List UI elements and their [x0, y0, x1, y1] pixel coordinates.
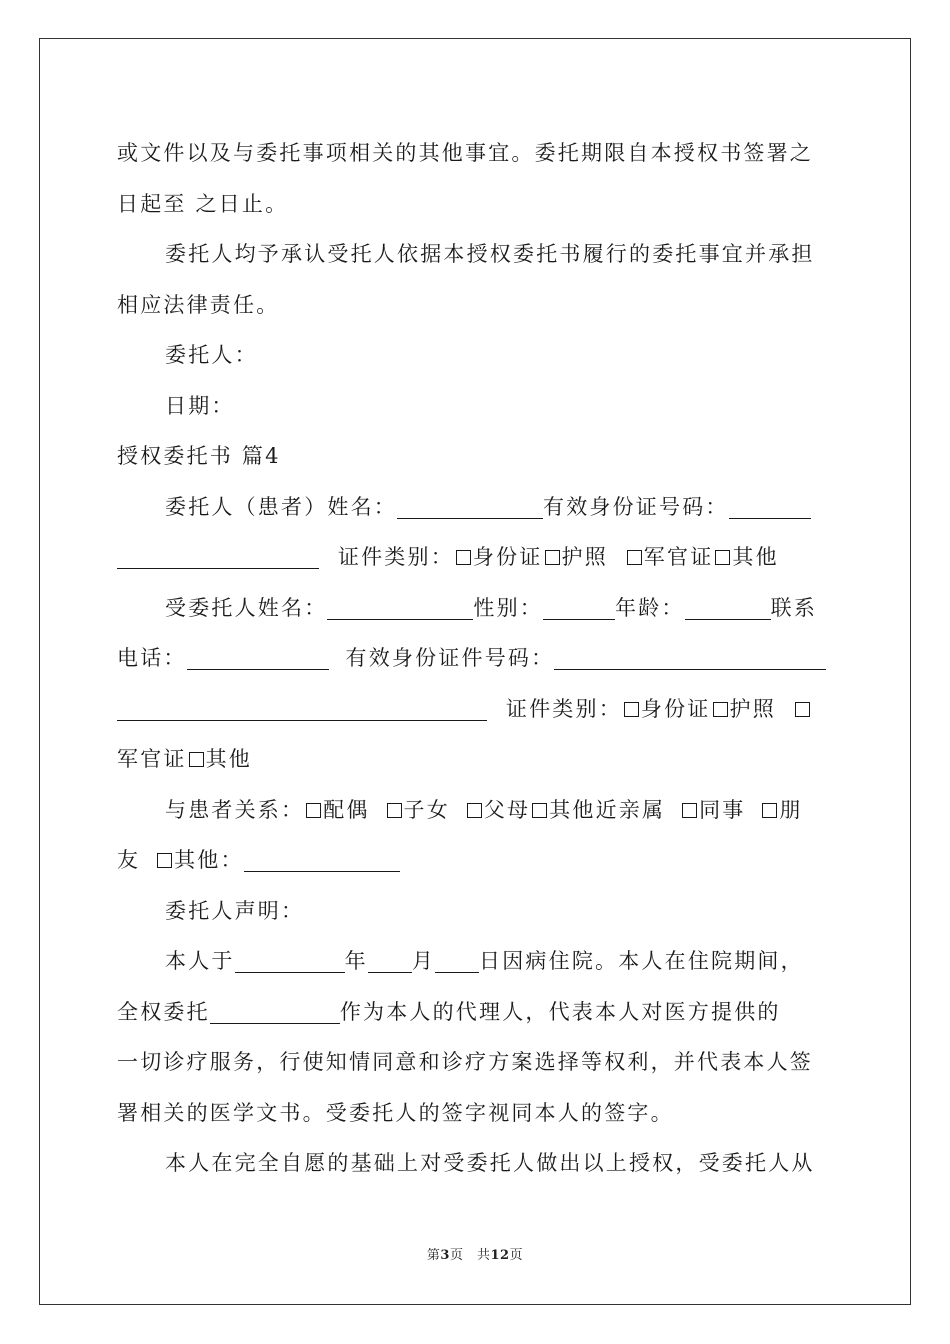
declaration-heading-text: 委托人声明： [165, 898, 305, 923]
agent-checkbox-military[interactable] [795, 702, 810, 717]
gender-blank[interactable] [543, 596, 615, 620]
total-pages-number: 12 [490, 1248, 510, 1263]
cert-type-line [117, 532, 833, 583]
section-title-text: 授权委托书 篇4 [117, 444, 281, 468]
decl-text: 本人于 [165, 949, 235, 973]
opt-id-card-label: 身份证 [472, 545, 543, 569]
declaration-line [117, 1037, 833, 1088]
age-label: 年龄： [615, 595, 685, 620]
agent-checkbox-id-card[interactable] [624, 702, 639, 717]
paragraph-line [117, 179, 833, 230]
agent-cert-type-line [117, 684, 833, 735]
checkbox-other[interactable] [715, 550, 730, 565]
paragraph-line [117, 280, 833, 331]
checkbox-child[interactable] [387, 803, 402, 818]
current-page-number: 3 [440, 1248, 450, 1263]
declaration-line [117, 936, 833, 987]
opt-military-label: 军官证 [643, 545, 714, 569]
agent-id-blank-end[interactable] [117, 697, 487, 721]
footer-middle: 页 共 [449, 1248, 491, 1263]
decl-day-rest: 日因病住院。本人在住院期间， [479, 949, 804, 973]
page-footer [0, 1244, 950, 1263]
decl-year: 年 [344, 949, 368, 973]
agent-cert-type-line-cont [117, 734, 833, 785]
agent-appointee-blank[interactable] [210, 1000, 340, 1024]
document-body [117, 128, 833, 1189]
rel-parent-label: 父母 [483, 797, 531, 822]
checkbox-rel-other[interactable] [157, 853, 172, 868]
agent-name-label: 受委托人姓名： [165, 595, 328, 620]
contact-line [117, 633, 833, 684]
section-title [117, 431, 833, 482]
agent-opt-military-label: 军官证 [117, 747, 187, 771]
gender-label: 性别： [473, 595, 544, 620]
declaration-heading [117, 886, 833, 937]
agent-checkbox-other[interactable] [189, 752, 204, 767]
relation-label: 与患者关系： [165, 797, 305, 822]
relation-line-cont [117, 835, 833, 886]
agent-name-line [117, 583, 833, 634]
rel-colleague-label: 同事 [699, 797, 746, 822]
agent-opt-other-label: 其他 [205, 747, 253, 771]
decl-text: 作为本人的代理人，代表本人对医方提供的 [339, 999, 781, 1024]
cert-type-label: 证件类别： [337, 545, 454, 569]
text-line: 日起至 之日止。 [117, 191, 289, 216]
date-label: 日期： [165, 393, 235, 418]
agent-cert-type-label: 证件类别： [505, 696, 622, 721]
agent-checkbox-passport[interactable] [713, 702, 728, 717]
decl-month: 月 [411, 949, 436, 973]
footer-suffix: 页 [509, 1248, 524, 1263]
id-number-blank-end[interactable] [117, 545, 319, 569]
admission-month-blank[interactable] [368, 949, 412, 973]
checkbox-passport[interactable] [545, 550, 560, 565]
text-line: 委托人均予承认受托人依据本授权委托书履行的委托事宜并承担 [165, 242, 815, 266]
rel-other-blank[interactable] [244, 848, 400, 872]
checkbox-colleague[interactable] [682, 803, 697, 818]
agent-id-label: 有效身份证件号码： [345, 646, 555, 670]
checkbox-military[interactable] [627, 550, 642, 565]
checkbox-other-relative[interactable] [532, 803, 547, 818]
agent-id-blank-start[interactable] [554, 646, 826, 670]
checkbox-spouse[interactable] [306, 803, 321, 818]
checkbox-friend[interactable] [762, 803, 777, 818]
text-line: 相应法律责任。 [117, 292, 280, 317]
declaration-line [117, 1138, 833, 1189]
declaration-line [117, 1088, 833, 1139]
opt-passport-label: 护照 [561, 545, 608, 569]
principal-name-blank[interactable] [397, 495, 543, 519]
checkbox-parent[interactable] [467, 803, 482, 818]
id-number-blank-start[interactable] [729, 495, 811, 519]
agent-name-blank[interactable] [327, 596, 473, 620]
rel-spouse-label: 配偶 [323, 797, 370, 822]
admission-year-blank[interactable] [235, 949, 345, 973]
decl-text: 全权委托 [117, 999, 210, 1024]
contact-label-part2: 电话： [117, 646, 187, 670]
rel-friend-label-part1: 朋 [779, 797, 803, 822]
decl-text: 本人在完全自愿的基础上对受委托人做出以上授权，受委托人从 [165, 1151, 815, 1175]
rel-friend-label-part2: 友 [117, 848, 141, 872]
text-line: 或文件以及与委托事项相关的其他事宜。委托期限自本授权书签署之 [117, 141, 813, 165]
principal-signature-line [117, 330, 833, 381]
decl-text: 一切诊疗服务，行使知情同意和诊疗方案选择等权利，并代表本人签 [117, 1050, 813, 1074]
contact-label-part1: 联系 [770, 595, 818, 620]
principal-name-line [117, 482, 833, 533]
age-blank[interactable] [685, 596, 771, 620]
contact-blank[interactable] [187, 646, 329, 670]
principal-label: 委托人： [165, 343, 258, 367]
paragraph-line [117, 128, 833, 179]
agent-opt-id-card-label: 身份证 [640, 696, 711, 721]
declaration-line [117, 987, 833, 1038]
paragraph-line [117, 229, 833, 280]
relation-line [117, 785, 833, 836]
rel-child-label: 子女 [403, 797, 450, 822]
footer-prefix: 第 [426, 1248, 441, 1263]
decl-text: 署相关的医学文书。受委托人的签字视同本人的签字。 [117, 1100, 674, 1125]
agent-opt-passport-label: 护照 [729, 696, 776, 721]
principal-name-label: 委托人（患者）姓名： [165, 494, 397, 519]
rel-other-label: 其他： [174, 848, 244, 872]
date-line [117, 381, 833, 432]
rel-other-relative-label: 其他近亲属 [549, 797, 666, 822]
opt-other-label: 其他 [732, 545, 779, 569]
checkbox-id-card[interactable] [456, 550, 471, 565]
admission-day-blank[interactable] [435, 949, 479, 973]
id-number-label: 有效身份证号码： [543, 494, 729, 519]
